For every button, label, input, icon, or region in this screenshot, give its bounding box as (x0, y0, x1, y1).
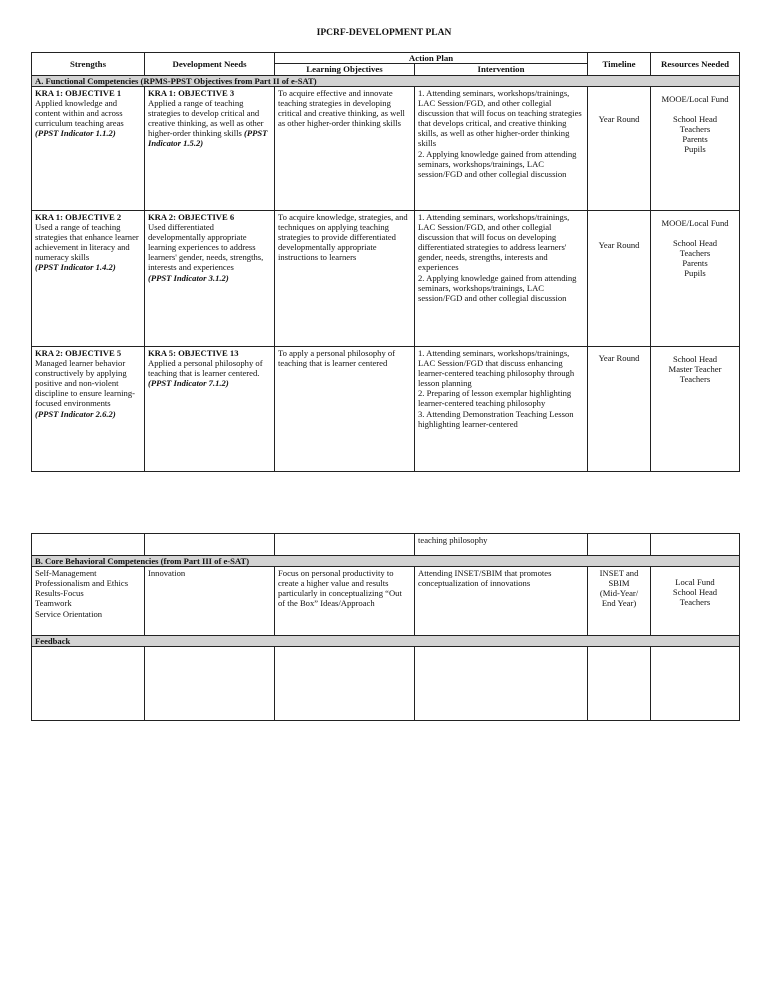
need-indicator: (PPST Indicator 1.5.2) (148, 128, 268, 149)
need-heading: KRA 1: OBJECTIVE 3 (148, 87, 235, 98)
resource-item: Teachers (679, 374, 711, 385)
feedback-cell (415, 647, 588, 721)
core-need-cell: Innovation (145, 567, 275, 636)
need-cell (145, 210, 275, 346)
feedback-cell (32, 647, 145, 721)
resource-item: Parents (682, 258, 708, 269)
core-timeline-cell (588, 567, 651, 636)
need-cell (145, 86, 275, 210)
timeline-cell (588, 346, 651, 471)
core-strength-item: Professionalism and Ethics (35, 578, 129, 589)
resource-item: Master Teacher (668, 363, 722, 374)
intervention-item: 1. Attending seminars, workshops/trainings, LAC Session/FGD, and other collegial discussion that will focus on teaching strategies that develops critical, and creative thinking skills, as well as other higher-order thinking skills (418, 87, 582, 149)
development-plan-table-continued (31, 533, 740, 721)
resources-cell (651, 86, 740, 210)
objective-cell: To acquire knowledge, strategies, and techniques on applying teaching strategies to provide differentiated developmentally appropriate instructions to learners (275, 210, 415, 346)
strength-cell (32, 86, 145, 210)
intervention-item: 1. Attending seminars, workshops/trainings, LAC Session/FGD, and other collegial discussion that will focus on developing differentiated strategies to address learners' gender, needs, strengths, interests and experiences (418, 211, 570, 273)
intervention-item: 2. Applying knowledge gained from attending seminars, workshops/trainings, LAC session/FGD and other collegial discussion (418, 272, 577, 303)
header-intervention: Intervention (415, 64, 588, 75)
timeline-text: Year Round (598, 239, 640, 250)
feedback-row (32, 647, 740, 721)
strength-indicator: (PPST Indicator 2.6.2) (35, 408, 116, 419)
core-strengths-cell (32, 567, 145, 636)
table-row (32, 567, 740, 636)
objective-cell: To apply a personal philosophy of teaching that is learner centered (275, 346, 415, 471)
strength-text: Used a range of teaching strategies that enhance learner achievement in literacy and numeracy skills (35, 221, 139, 263)
resource-spacer (654, 104, 736, 114)
need-heading: KRA 2: OBJECTIVE 6 (148, 211, 235, 222)
feedback-cell (275, 647, 415, 721)
intervention-cell (415, 210, 588, 346)
timeline-cell (588, 210, 651, 346)
table-row (32, 346, 740, 471)
need-indicator: (PPST Indicator 7.1.2) (148, 378, 229, 389)
resource-item: Teachers (679, 124, 711, 135)
intervention-item: 2. Applying knowledge gained from attending seminars, workshops/trainings, LAC session/FGD and other collegial discussion (418, 148, 577, 179)
core-strength-item: Teamwork (35, 598, 72, 609)
resource-item: Teachers (679, 248, 711, 259)
need-cell (145, 346, 275, 471)
resource-spacer (654, 228, 736, 238)
objective-cell: To acquire effective and innovate teaching strategies in developing critical and creative thinking, as well as other higher-order thinking skills (275, 86, 415, 210)
header-strengths: Strengths (32, 53, 145, 76)
section-a-heading: A. Functional Competencies (RPMS-PPST Objectives from Part II of e-SAT) (32, 75, 740, 86)
development-plan-table (31, 52, 740, 472)
timeline-text: Year Round (598, 113, 640, 124)
resources-cell (651, 210, 740, 346)
core-resource-item: Local Fund (675, 577, 715, 587)
core-resource-item: Teachers (679, 597, 711, 608)
section-b-heading: B. Core Behavioral Competencies (from Part III of e-SAT) (32, 556, 740, 567)
strength-text: Applied knowledge and content within and across curriculum teaching areas (35, 97, 124, 129)
resource-item: Pupils (684, 144, 706, 155)
resource-item: School Head (672, 113, 718, 124)
resource-item: MOOE/Local Fund (661, 93, 729, 104)
header-action-plan: Action Plan (275, 53, 588, 64)
need-indicator: (PPST Indicator 3.1.2) (148, 272, 229, 283)
continuation-cell: teaching philosophy (415, 534, 588, 556)
header-learning-objectives: Learning Objectives (275, 64, 415, 75)
core-timeline-line: End Year) (601, 598, 637, 609)
table-row (32, 86, 740, 210)
need-text: Applied a personal philosophy of teaching that is learner centered. (148, 357, 263, 379)
header-resources: Resources Needed (651, 53, 740, 76)
strength-indicator: (PPST Indicator 1.4.2) (35, 262, 116, 273)
feedback-cell (651, 647, 740, 721)
feedback-cell (145, 647, 275, 721)
core-timeline-line: INSET and (599, 568, 639, 578)
strength-heading: KRA 1: OBJECTIVE 1 (35, 87, 122, 98)
strength-heading: KRA 1: OBJECTIVE 2 (35, 211, 122, 222)
strength-heading: KRA 2: OBJECTIVE 5 (35, 347, 122, 358)
core-resource-item: School Head (672, 587, 718, 598)
intervention-cell (415, 86, 588, 210)
strength-cell (32, 210, 145, 346)
timeline-cell (588, 86, 651, 210)
strength-text: Managed learner behavior constructively by applying positive and non-violent discipline to ensure learning-focused environments (35, 357, 135, 409)
core-resources-cell (651, 567, 740, 636)
intervention-cell (415, 346, 588, 471)
header-timeline: Timeline (588, 53, 651, 76)
core-intervention-cell: Attending INSET/SBIM that promotes conceptualization of innovations (415, 567, 588, 636)
resource-item: MOOE/Local Fund (661, 217, 729, 228)
document-title: IPCRF-DEVELOPMENT PLAN (316, 28, 452, 38)
timeline-text: Year Round (598, 352, 640, 363)
feedback-heading: Feedback (32, 636, 740, 647)
strength-cell (32, 346, 145, 471)
intervention-item: 1. Attending seminars, workshops/trainings, LAC Session/FGD that discuss enhancing learner-centered teaching philosophy through lesson planning (418, 347, 575, 389)
core-strength-item: Results-Focus (35, 588, 84, 599)
intervention-item: 3. Attending Demonstration Teaching Lesson highlighting learner-centered (418, 408, 574, 429)
header-development-needs: Development Needs (145, 53, 275, 76)
resource-item: Pupils (684, 268, 706, 279)
resources-cell (651, 346, 740, 471)
resource-item: School Head (672, 353, 718, 364)
need-text: Used differentiated developmentally appropriate learning experiences to address learners' gender, needs, strengths, interests and experiences (148, 221, 264, 273)
table-row (32, 534, 740, 556)
core-objective-cell: Focus on personal productivity to create a higher value and results particularly in conceptualizing “Out of the Box” Ideas/Approach (275, 567, 415, 636)
resource-item: Parents (682, 134, 708, 145)
feedback-cell (588, 647, 651, 721)
strength-indicator: (PPST Indicator 1.1.2) (35, 128, 116, 139)
intervention-item: 2. Preparing of lesson exemplar highlighting learner-centered teaching philosophy (418, 388, 572, 409)
core-strength-item: Self-Management (35, 568, 97, 578)
core-strength-item: Service Orientation (35, 608, 103, 619)
table-row (32, 210, 740, 346)
core-timeline-line: SBIM (608, 578, 630, 589)
need-heading: KRA 5: OBJECTIVE 13 (148, 347, 239, 358)
need-text: Applied a range of teaching strategies to develop critical and creative thinking, as well as other higher-order thinking skills (148, 97, 264, 139)
resource-item: School Head (672, 237, 718, 248)
core-timeline-line: (Mid-Year/ (599, 588, 639, 599)
